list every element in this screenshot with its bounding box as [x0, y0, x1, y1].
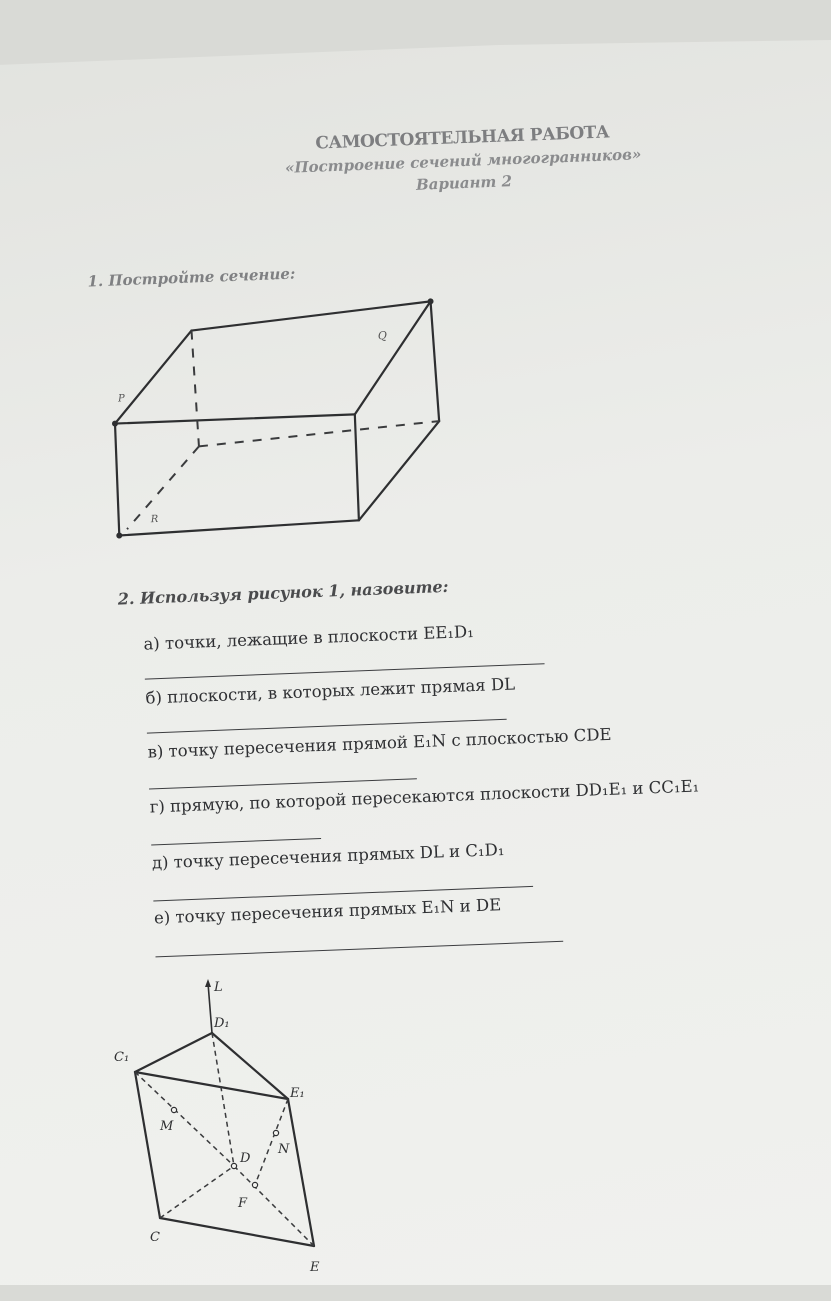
- worksheet-subtitle: «Построение сечений многогранников»: [284, 145, 642, 177]
- prism-edge-c1-d1: [135, 1033, 212, 1072]
- box-edge: [351, 301, 435, 414]
- point-d: [231, 1163, 236, 1168]
- point-label-q: Q: [377, 329, 388, 343]
- label-d: D: [240, 1151, 251, 1166]
- label-n: N: [278, 1142, 290, 1157]
- box-edge: [115, 414, 355, 423]
- label-c: C: [150, 1230, 160, 1245]
- box-edge: [115, 424, 119, 536]
- point-n: [273, 1130, 278, 1135]
- box-edge: [355, 414, 359, 520]
- box-hidden-edge: [198, 421, 439, 446]
- prism-edge-d1-e1: [212, 1033, 288, 1099]
- label-f: F: [238, 1196, 248, 1211]
- worksheet-header: [282, 121, 644, 199]
- label-e: E: [310, 1260, 320, 1275]
- task2-item-b: б) плоскости, в которых лежит прямая DL: [145, 674, 516, 708]
- box-edge: [355, 421, 443, 520]
- task2-heading: 2. Используя рисунок 1, назовите:: [117, 576, 449, 609]
- task2-item-d: г) прямую, по которой пересекаются плоскости DD₁E₁ и CC₁E₁: [149, 776, 700, 817]
- prism-edge-c1-e1: [135, 1072, 288, 1099]
- figure2-prism: [110, 975, 340, 1275]
- label-e1: E₁: [290, 1086, 305, 1101]
- prism-edge-c1-c: [135, 1072, 160, 1218]
- prism-edge-c-e: [160, 1218, 314, 1246]
- box-edge: [431, 301, 440, 421]
- task2-item-c: в) точку пересечения прямой E₁N с плоскостью CDE: [147, 724, 612, 762]
- task2-item-a: а) точки, лежащие в плоскости EE₁D₁: [143, 621, 475, 654]
- prism-hidden-edge-c-d: [160, 1166, 234, 1218]
- box-edge: [112, 331, 195, 424]
- line-dl: [208, 983, 212, 1033]
- point-label-r: R: [150, 513, 159, 526]
- box-hidden-edge: [191, 330, 198, 446]
- prism-hidden-edge-d1-d: [212, 1033, 234, 1166]
- box-edge: [191, 301, 432, 330]
- point-f: [252, 1182, 257, 1187]
- task1-heading: 1. Постройте сечение:: [87, 264, 296, 291]
- label-m: M: [160, 1119, 174, 1134]
- point-marker: [116, 532, 122, 538]
- worksheet-variant: Вариант 2: [415, 172, 513, 194]
- point-label-p: P: [117, 393, 125, 405]
- answer-line-f[interactable]: [155, 941, 563, 958]
- label-c1: C₁: [114, 1050, 130, 1065]
- task2-item-f: е) точку пересечения прямых E₁N и DE: [153, 895, 502, 928]
- worksheet-title: САМОСТОЯТЕЛЬНАЯ РАБОТА: [315, 122, 610, 154]
- answer-line-d[interactable]: [151, 838, 321, 846]
- figure1-box: [98, 288, 467, 552]
- task2-item-e: д) точку пересечения прямых DL и C₁D₁: [151, 839, 505, 873]
- point-m: [171, 1107, 176, 1112]
- arrow-l: [205, 979, 211, 987]
- label-l: L: [214, 980, 223, 995]
- box-hidden-edge: [124, 446, 202, 529]
- label-d1: D₁: [214, 1016, 230, 1031]
